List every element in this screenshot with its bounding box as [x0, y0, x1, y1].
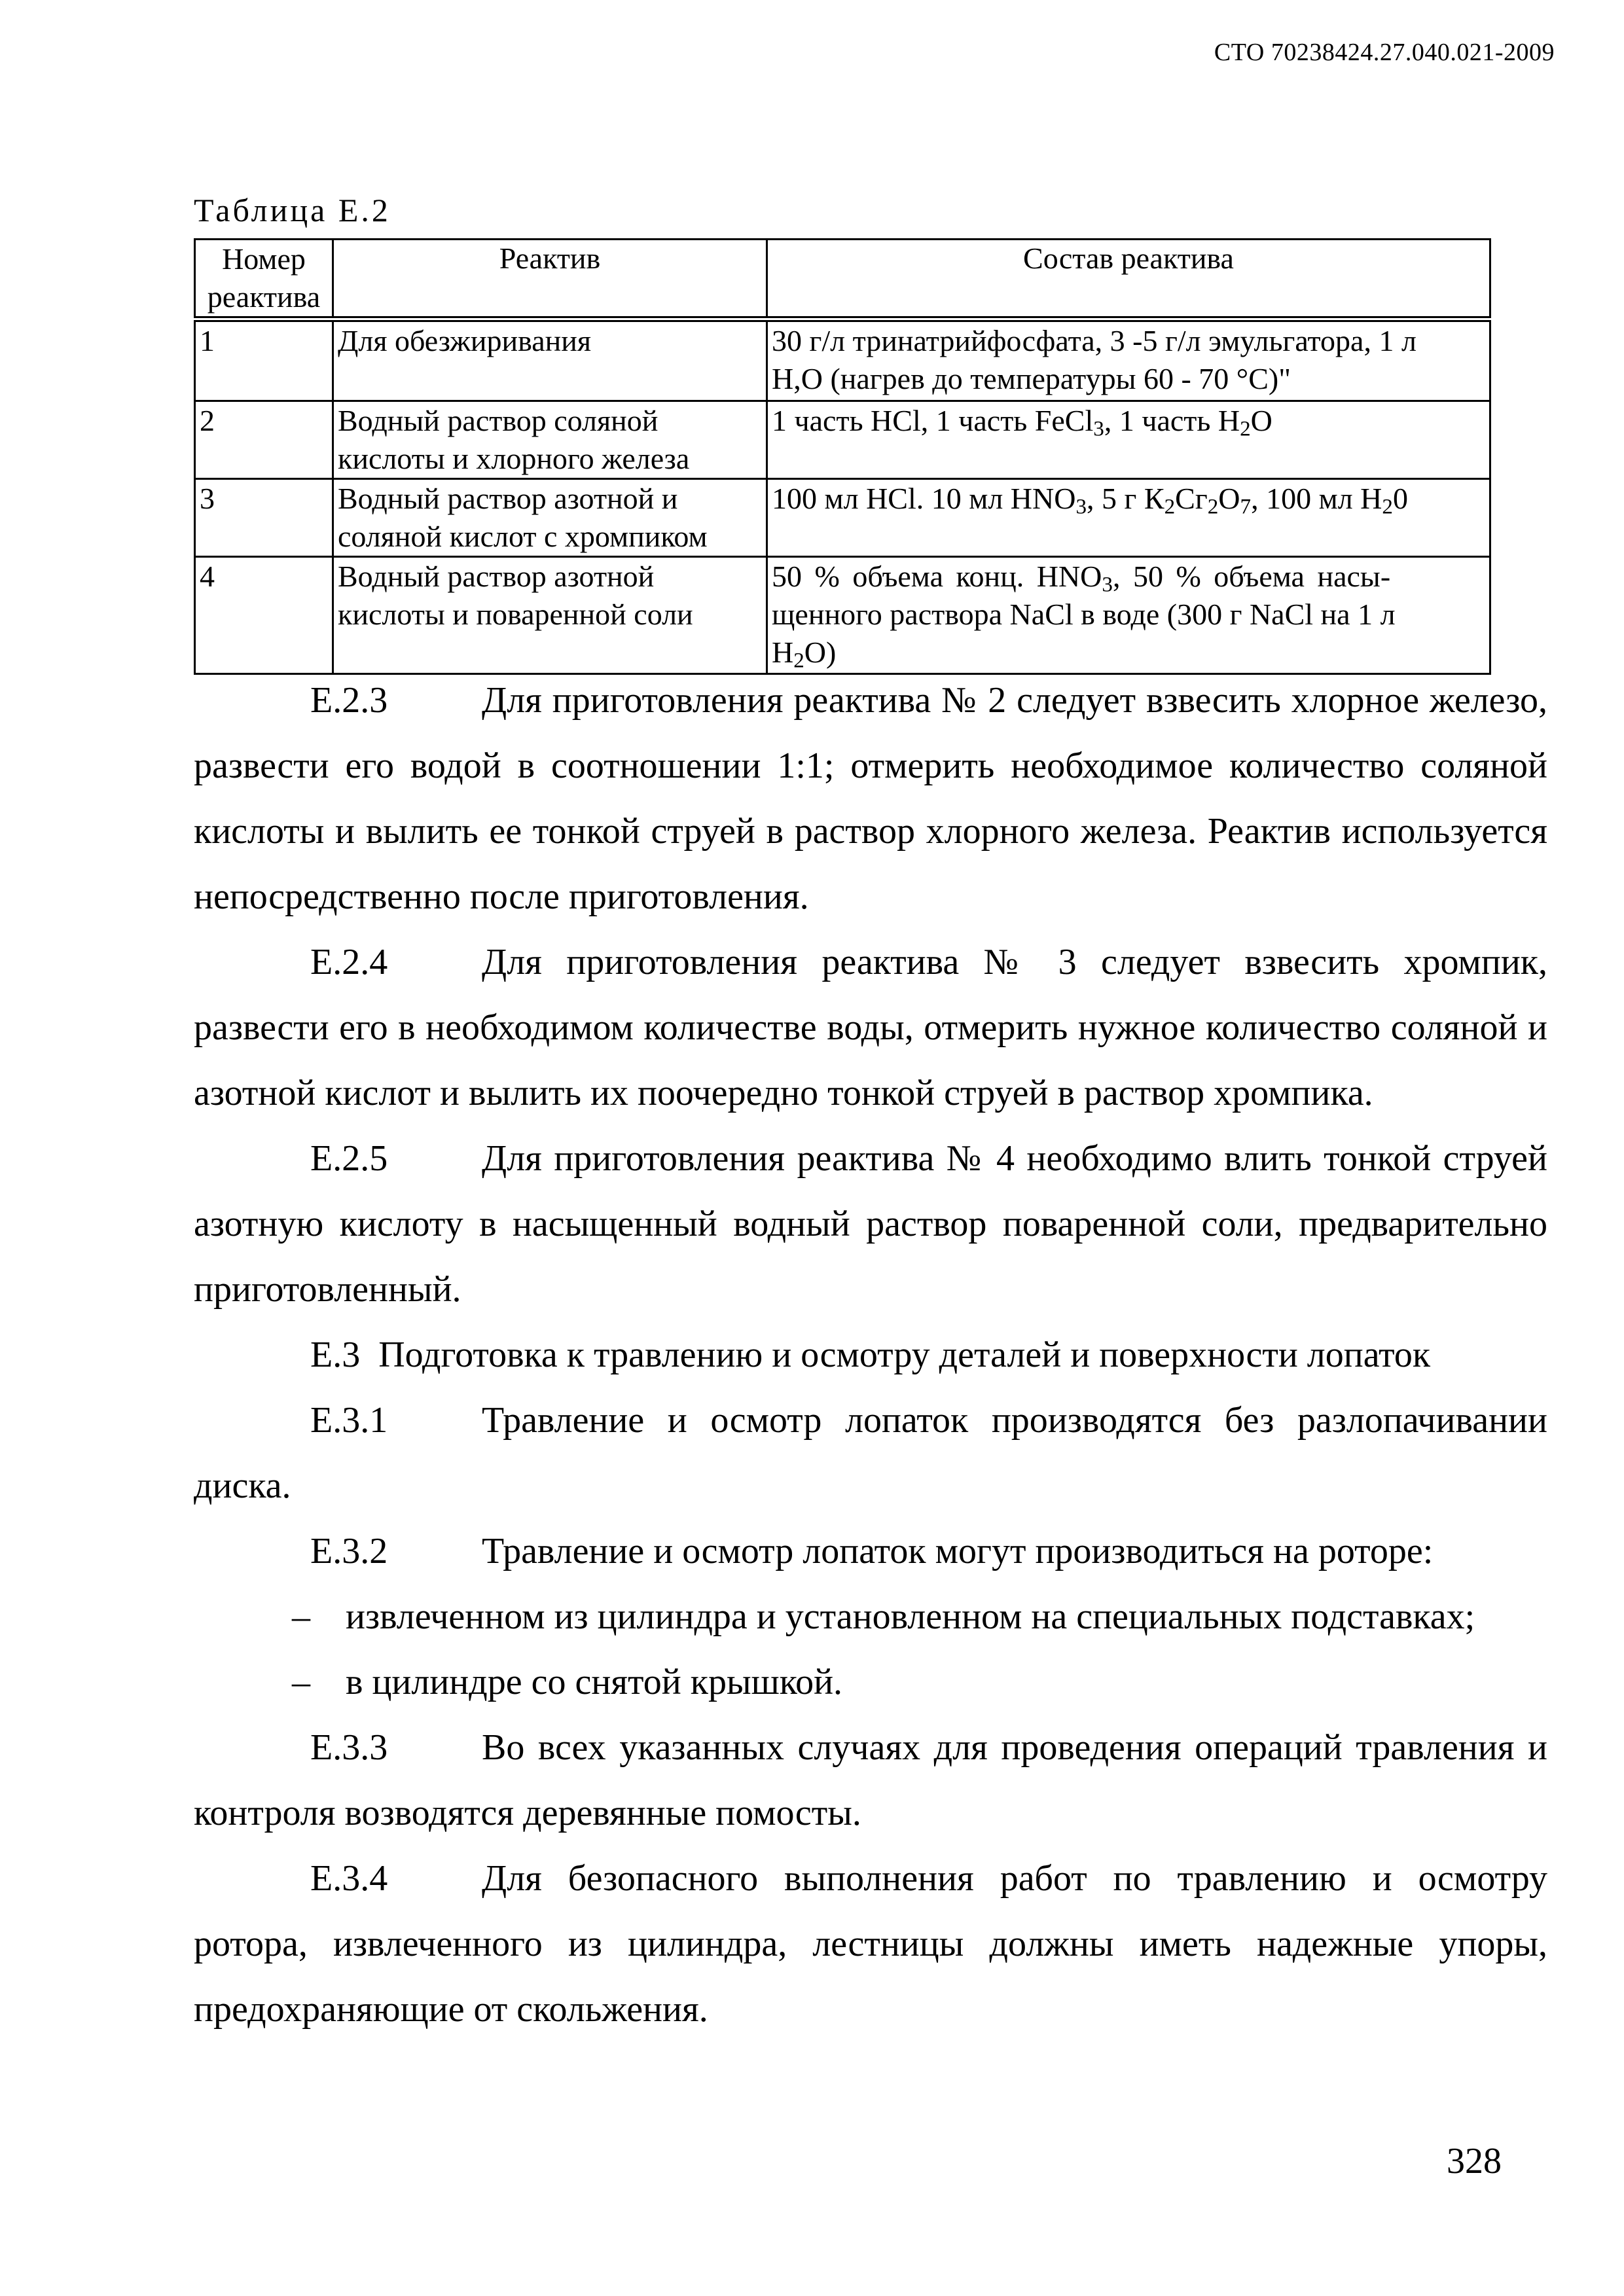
reagent-line: Водный раствор азотной и — [338, 482, 678, 515]
table-row — [195, 401, 1490, 479]
reagent-line: Водный раствор соляной — [338, 404, 659, 437]
formula-text: , 1 часть Н — [1104, 404, 1240, 437]
formula-text: , 100 мл Н — [1251, 482, 1382, 515]
formula-text: О) — [804, 636, 837, 669]
composition-line: 30 г/л тринатрийфосфата, 3 -5 г/л эмульгатора, 1 л — [772, 324, 1416, 357]
clause-number: Е.3.1 — [310, 1400, 388, 1441]
header-reagent: Реактив — [333, 240, 767, 319]
list-item-text: извлеченном из цилиндра и установленном на специальных подставках; — [346, 1596, 1475, 1637]
row-reagent — [333, 479, 767, 557]
list-item-text: в цилиндре со снятой крышкой. — [346, 1662, 843, 1702]
formula-subscript: 2 — [1240, 416, 1251, 441]
reagent-line: Для обезжиривания — [338, 324, 592, 357]
header-number-line1: Номер — [222, 242, 306, 276]
formula-subscript: 2 — [793, 648, 804, 673]
clause-number: Е.2.3 — [310, 680, 388, 721]
reagent-line: кислоты и поваренной соли — [338, 598, 693, 631]
clause-text: Травление и осмотр лопаток могут производиться на роторе: — [482, 1531, 1434, 1571]
formula-text: О — [1250, 404, 1272, 437]
formula-subscript: 3 — [1102, 572, 1113, 597]
composition-line — [772, 558, 1485, 596]
clause-e25 — [194, 1126, 1547, 1322]
row-reagent — [333, 319, 767, 401]
clause-text: Для приготовления реактива № 3 следует взвесить хромпик, развести его в необходимом количестве воды, отмерить нужное количество соляной и азотной кислот и вылить их поочередно тонкой струей в раствор хромпика. — [194, 942, 1547, 1113]
clause-number: Е.2.5 — [310, 1138, 388, 1179]
reagents-table — [194, 238, 1491, 675]
row-composition — [767, 557, 1490, 674]
formula-subscript: 3 — [1093, 416, 1104, 441]
table-caption: Таблица Е.2 — [194, 192, 391, 228]
table-header-row — [195, 240, 1490, 319]
formula-subscript: 2 — [1164, 494, 1176, 519]
header-number — [195, 240, 333, 319]
formula-text: , 50 % объема насы- — [1112, 560, 1391, 593]
table-row — [195, 319, 1490, 401]
clause-text: Во всех указанных случаях для проведения операций травления и контроля возводятся деревянные помосты. — [194, 1727, 1547, 1833]
composition-line — [772, 634, 1485, 672]
body-text — [194, 668, 1547, 2042]
row-number: 1 — [195, 319, 333, 401]
formula-subscript: 7 — [1240, 494, 1252, 519]
row-number: 4 — [195, 557, 333, 674]
row-number: 3 — [195, 479, 333, 557]
clause-number: Е.3.3 — [310, 1727, 388, 1768]
row-number: 2 — [195, 401, 333, 479]
clause-text: Для приготовления реактива № 2 следует взвесить хлорное железо, развести его водой в соотношении 1:1; отмерить необходимое количество соляной кислоты и вылить ее тонкой струей в раствор хлорного железа. Реактив используется непосредственно после приготовления. — [194, 680, 1547, 917]
row-reagent — [333, 557, 767, 674]
clause-number: Е.2.4 — [310, 942, 388, 982]
table-row — [195, 479, 1490, 557]
formula-text: О — [1218, 482, 1240, 515]
formula-subscript: 3 — [1075, 494, 1087, 519]
row-composition — [767, 401, 1490, 479]
formula-text: Н — [772, 636, 794, 669]
reagent-line: кислоты и хлорного железа — [338, 442, 690, 475]
section-title: Подготовка к травлению и осмотру деталей и поверхности лопаток — [378, 1335, 1431, 1375]
table-row — [195, 557, 1490, 674]
clause-e24 — [194, 929, 1547, 1126]
document-code: СТО 70238424.27.040.021-2009 — [1214, 39, 1555, 66]
formula-text: , 5 г К — [1087, 482, 1164, 515]
section-number: Е.3 — [310, 1335, 361, 1375]
formula-text: Сг — [1175, 482, 1208, 515]
composition-line: Н,О (нагрев до температуры 60 - 70 °С)" — [772, 362, 1291, 395]
list-item — [194, 1649, 1547, 1715]
clause-e32 — [194, 1518, 1547, 1584]
clause-text: Травление и осмотр лопаток производятся без разлопачивании диска. — [194, 1400, 1547, 1506]
section-heading-e3 — [194, 1322, 1547, 1388]
formula-text: 1 часть HCl, 1 часть FeCl — [772, 404, 1094, 437]
header-composition: Состав реактива — [767, 240, 1490, 319]
reagent-line: Водный раствор азотной — [338, 560, 655, 593]
formula-text: 100 мл HCl. 10 мл HNO — [772, 482, 1076, 515]
clause-e34 — [194, 1846, 1547, 2042]
reagent-line: соляной кислот с хромпиком — [338, 520, 708, 553]
clause-text: Для безопасного выполнения работ по травлению и осмотру ротора, извлеченного из цилиндра, лестницы должны иметь надежные упоры, предохраняющие от скольжения. — [194, 1858, 1547, 2030]
row-composition — [767, 319, 1490, 401]
clause-e33 — [194, 1715, 1547, 1846]
row-reagent — [333, 401, 767, 479]
formula-text: 50 % объема конц. HNO — [772, 560, 1102, 593]
row-composition — [767, 479, 1490, 557]
formula-subscript: 2 — [1207, 494, 1219, 519]
composition-line — [772, 402, 1485, 440]
dash-marker: – — [292, 1596, 310, 1637]
formula-subscript: 2 — [1382, 494, 1393, 519]
clause-text: Для приготовления реактива № 4 необходимо влить тонкой струей азотную кислоту в насыщенный водный раствор поваренной соли, предварительно приготовленный. — [194, 1138, 1547, 1310]
composition-line — [772, 480, 1485, 518]
formula-text: 0 — [1392, 482, 1408, 515]
header-number-line2: реактива — [207, 280, 321, 314]
clause-e23 — [194, 668, 1547, 929]
list-item — [194, 1584, 1547, 1649]
page-number: 328 — [1447, 2141, 1502, 2181]
clause-e31 — [194, 1388, 1547, 1518]
clause-number: Е.3.2 — [310, 1531, 388, 1571]
composition-line: щенного раствора NaCl в воде (300 г NaCl на 1 л — [772, 598, 1396, 631]
clause-number: Е.3.4 — [310, 1858, 388, 1899]
dash-marker: – — [292, 1662, 310, 1702]
